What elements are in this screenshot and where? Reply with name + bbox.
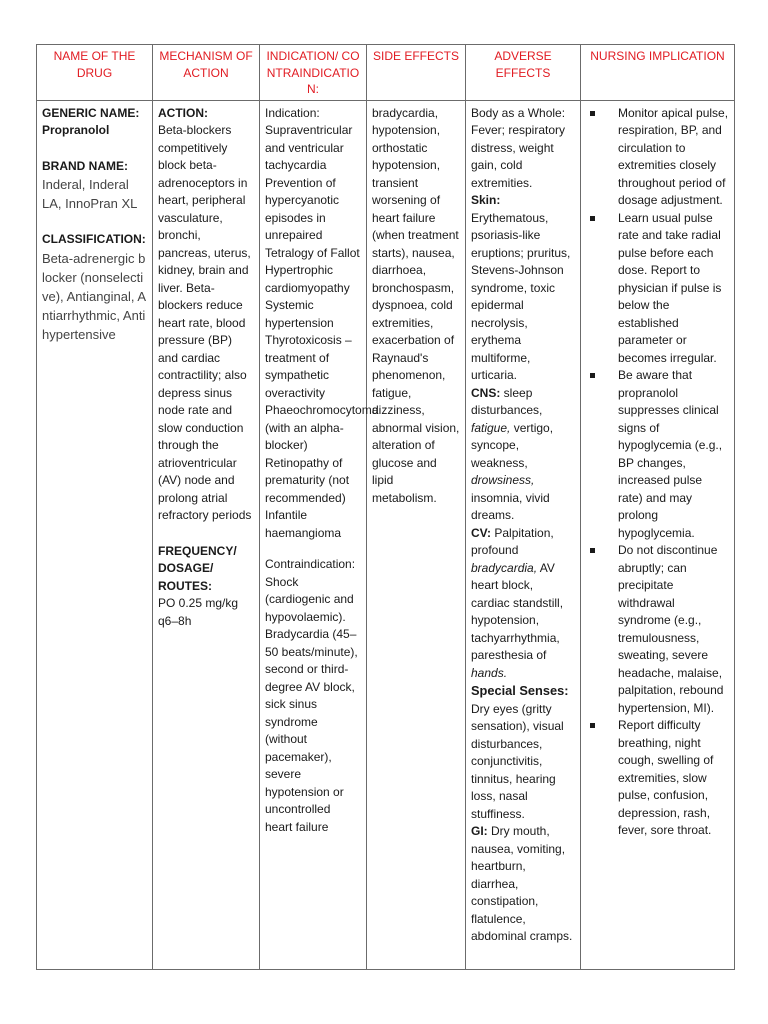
nursing-item: Monitor apical pulse, respiration, BP, and circulation to extremities closely throughout period of dosage adjustment. bbox=[586, 105, 729, 210]
contraindication-text: Shock (cardiogenic and hypovolaemic). Bradycardia (45–50 beats/minute), second or third-degree AV block, sick sinus syndrome (without pacemaker), severe hypotension or uncontrolled heart failure bbox=[265, 574, 358, 834]
cv-text-1: Palpitation, profound bbox=[471, 525, 554, 557]
indication-text: Supraventricular and ventricular tachycardia Prevention of hypercyanotic episodes in unrepaired Tetralogy of Fallot Hypertrophic cardiomyopathy Systemic hypertension Thyrotoxicosis – treatment of sympathetic overactivity Phaeochromocytoma (with an alpha-blocker) Retinopathy of prematurity (not recommended) Infantile haemangioma bbox=[265, 123, 379, 540]
cell-nursing bbox=[581, 100, 735, 969]
nursing-item: Do not discontinue abruptly; can precipitate withdrawal syndrome (e.g., tremulousness, sweating, severe headache, malaise, palpitation, rebound hypertension, MI). bbox=[586, 542, 729, 717]
header-nursing: NURSING IMPLICATION bbox=[581, 45, 735, 101]
skin-label: Skin: bbox=[471, 193, 501, 207]
generic-value: Propranolol bbox=[42, 123, 110, 137]
cns-text-2: vertigo, syncope, weakness, bbox=[471, 420, 554, 470]
skin-text: Erythematous, psoriasis-like eruptions; pruritus, Stevens-Johnson syndrome, toxic epidermal necrolysis, erythema multiforme, urticaria. bbox=[471, 210, 571, 382]
gi-text: Dry mouth, nausea, vomiting, heartburn, diarrhea, constipation, flatulence, abdominal cramps. bbox=[471, 824, 573, 943]
nursing-item: Be aware that propranolol suppresses clinical signs of hypoglycemia (e.g., BP changes, increased pulse rate) and may prolong hypoglycemia. bbox=[586, 367, 729, 542]
body-text: Fever; respiratory distress, weight gain, cold extremities. bbox=[471, 123, 566, 190]
header-adverse: ADVERSE EFFECTS bbox=[466, 45, 581, 101]
action-text: Beta-blockers competitively block beta-adrenoceptors in heart, peripheral vasculature, bronchi, pancreas, uterus, kidney, brain and liver. Beta-blockers reduce heart rate, blood pressure (BP) and cardiac contractility; also depress sinus node rate and slow conduction through the atrioventricular (AV) node and prolong atrial refractory periods bbox=[158, 123, 252, 522]
header-indication: INDICATION/ CONTRAINDICATION: bbox=[260, 45, 367, 101]
nursing-list bbox=[586, 105, 729, 840]
cell-name bbox=[37, 100, 153, 969]
cv-label: CV: bbox=[471, 525, 492, 540]
brand-label: BRAND NAME: bbox=[42, 158, 128, 173]
cv-italic-2: hands. bbox=[471, 665, 508, 680]
cns-italic-1: fatigue, bbox=[471, 420, 511, 435]
classification-label: CLASSIFICATION: bbox=[42, 232, 146, 246]
contraindication-label: Contraindication: bbox=[265, 557, 356, 571]
header-mechanism: MECHANISM OF ACTION bbox=[153, 45, 260, 101]
cell-indication bbox=[260, 100, 379, 969]
cns-italic-2: drowsiness, bbox=[471, 473, 535, 487]
cv-italic-1: bradycardia, bbox=[471, 560, 538, 575]
generic-label: GENERIC NAME: bbox=[42, 105, 140, 120]
indication-label: Indication: bbox=[265, 105, 320, 120]
cell-mechanism bbox=[153, 100, 260, 969]
dosage-text: PO 0.25 mg/kg q6–8h bbox=[158, 596, 239, 628]
nursing-item: Report difficulty breathing, night cough, swelling of extremities, slow pulse, confusion, depression, rash, fever, sore throat. bbox=[586, 717, 729, 840]
header-name: NAME OF THE DRUG bbox=[37, 45, 153, 101]
cns-label: CNS: bbox=[471, 385, 501, 400]
special-senses-label: Special Senses: bbox=[471, 683, 569, 698]
body-row bbox=[37, 100, 735, 969]
dosage-label: FREQUENCY/ DOSAGE/ ROUTES: bbox=[158, 543, 237, 593]
cv-text-2: AV heart block, cardiac standstill, hypotension, tachyarrhythmia, paresthesia of bbox=[471, 560, 564, 662]
gi-label: GI: bbox=[471, 824, 488, 838]
side-effects-text: bradycardia, hypotension, orthostatic hypotension, transient worsening of heart failure (when treatment starts), nausea, diarrhoea, bronchospasm, dyspnoea, cold extremities, exacerbation of Raynaud's phenomenon, fatigue, dizziness, abnormal vision, alteration of glucose and lipid metabolism. bbox=[372, 105, 460, 505]
special-senses-text: Dry eyes (gritty sensation), visual disturbances, conjunctivitis, tinnitus, hearing loss, nasal stuffiness. bbox=[471, 701, 564, 821]
cns-text-3: insomnia, vivid dreams. bbox=[471, 490, 550, 522]
action-label: ACTION: bbox=[158, 105, 208, 120]
classification-value: Beta-adrenergic blocker (nonselective), Antianginal, Antiarrhythmic, Antihypertensive bbox=[42, 250, 147, 342]
cns-text-1: sleep disturbances, bbox=[471, 385, 543, 417]
cell-adverse bbox=[466, 100, 581, 969]
drug-table bbox=[36, 44, 735, 970]
header-side-effects: SIDE EFFECTS bbox=[367, 45, 466, 101]
brand-value: Inderal, Inderal LA, InnoPran XL bbox=[42, 177, 138, 211]
cell-side-effects bbox=[367, 100, 466, 969]
nursing-item: Learn usual pulse rate and take radial pulse before each dose. Report to physician if pulse is below the established parameter or becomes irregular. bbox=[586, 210, 729, 368]
body-label: Body as a Whole: bbox=[471, 105, 566, 120]
header-row bbox=[37, 45, 735, 101]
